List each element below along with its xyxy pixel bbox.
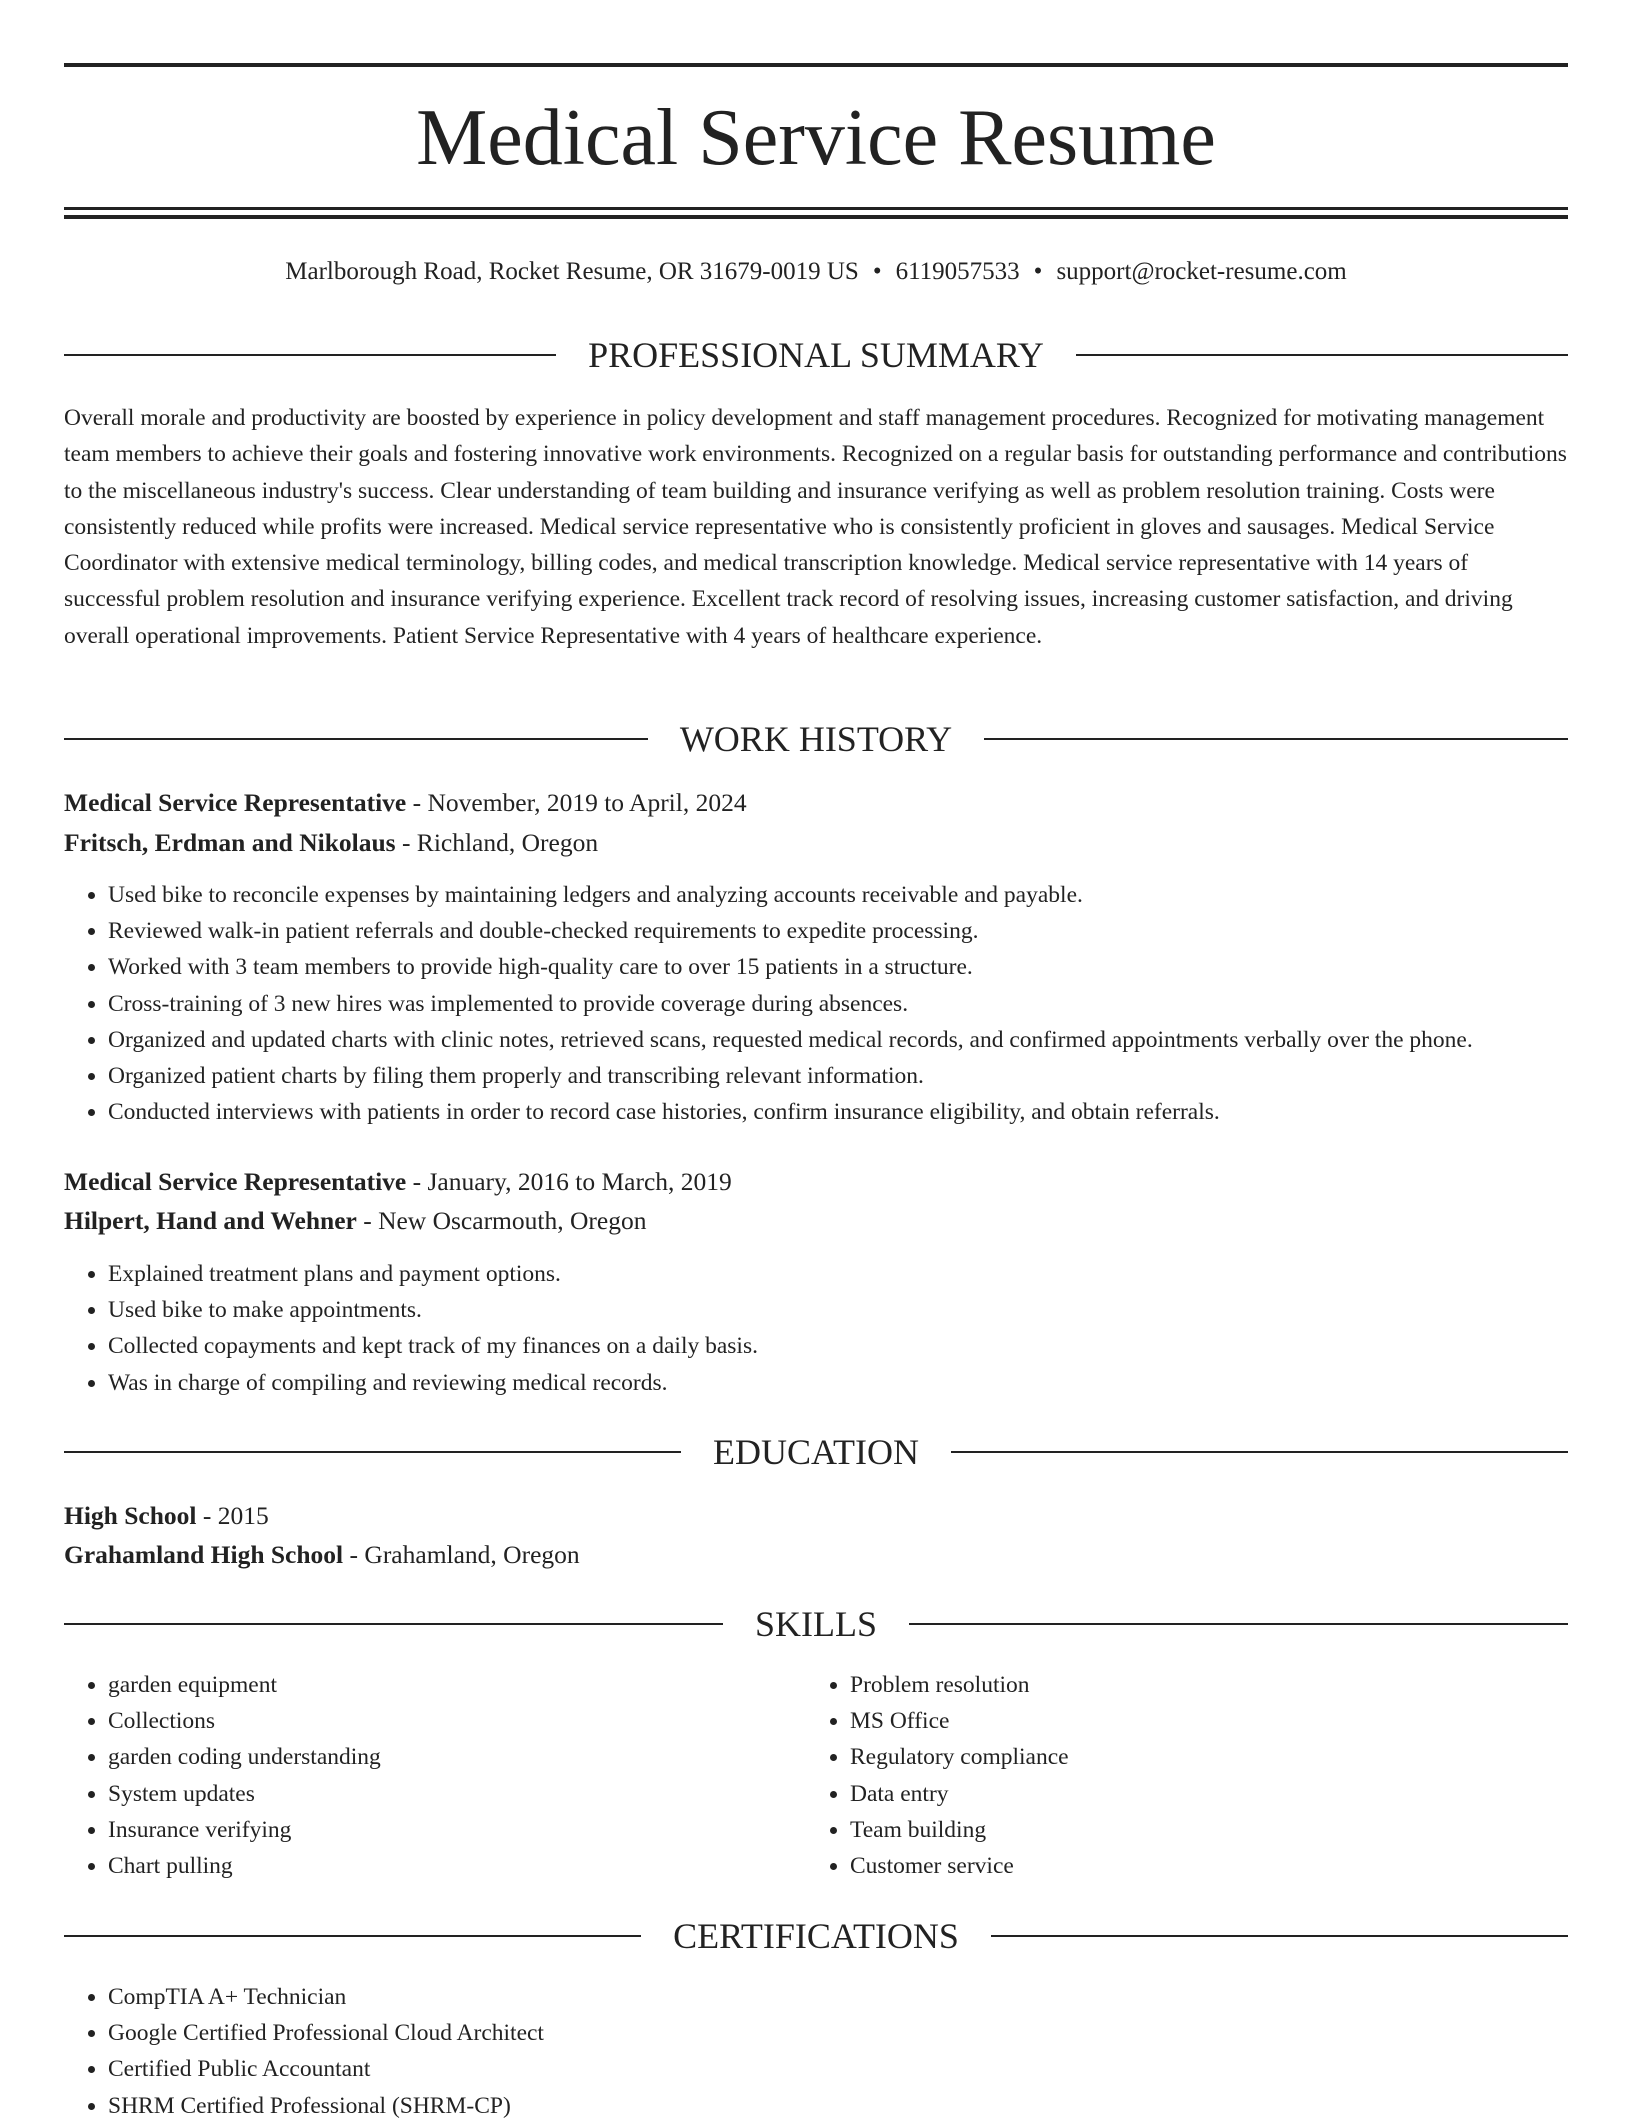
list-item: • Used bike to reconcile expenses by maintaining ledgers and analyzing accounts receivable and payable.	[108, 877, 1612, 913]
job-bullets	[64, 877, 1612, 1130]
skill-item: • Data entry	[850, 1776, 1550, 1812]
top-rule	[64, 63, 1568, 67]
skill-item: • Chart pulling	[108, 1848, 808, 1884]
title-rule-upper	[64, 207, 1568, 210]
skill-item: • Insurance verifying	[108, 1812, 808, 1848]
heading-rule-right	[909, 1623, 1568, 1625]
skill-item: • Team building	[850, 1812, 1550, 1848]
section-heading-skills	[64, 1599, 1568, 1649]
skill-item: • Regulatory compliance	[850, 1739, 1550, 1775]
list-item: • Explained treatment plans and payment options.	[108, 1256, 1612, 1292]
skill-item: • Customer service	[850, 1848, 1550, 1884]
job-title: Medical Service Representative	[64, 1167, 407, 1196]
section-title: WORK HISTORY	[679, 719, 953, 759]
job-title: Medical Service Representative	[64, 788, 407, 817]
list-item: • Conducted interviews with patients in order to record case histories, confirm insurance eligibility, and obtain referrals.	[108, 1094, 1612, 1130]
job-company: Hilpert, Hand and Wehner	[64, 1206, 357, 1235]
education-degree: High School	[64, 1501, 197, 1530]
heading-rule-left	[64, 1451, 681, 1453]
education-year: - 2015	[196, 1501, 269, 1530]
section-title: EDUCATION	[713, 1432, 919, 1472]
skill-item: • garden equipment	[108, 1667, 808, 1703]
job-title-line	[64, 1162, 1568, 1202]
list-item: • Reviewed walk-in patient referrals and double-checked requirements to expedite processing.	[108, 913, 1612, 949]
job-dates: - January, 2016 to March, 2019	[406, 1167, 732, 1196]
certification-item: • CompTIA A+ Technician	[108, 1979, 1612, 2015]
certification-item: • SHRM Certified Professional (SHRM-CP)	[108, 2088, 1612, 2124]
education-school: Grahamland High School	[64, 1540, 344, 1569]
skill-item: • garden coding understanding	[108, 1739, 808, 1775]
certification-item: • Certified Public Accountant	[108, 2051, 1612, 2087]
section-title: PROFESSIONAL SUMMARY	[588, 335, 1044, 375]
heading-rule-right	[951, 1451, 1568, 1453]
skill-item: • Collections	[108, 1703, 808, 1739]
list-item: • Organized and updated charts with clinic notes, retrieved scans, requested medical records, and confirmed appointments verbally over the phone.	[108, 1022, 1612, 1058]
contact-separator: •	[872, 258, 882, 285]
skill-item: • Problem resolution	[850, 1667, 1550, 1703]
job-title-line	[64, 783, 1568, 823]
heading-rule-left	[64, 1623, 723, 1625]
job-bullets	[64, 1256, 1612, 1401]
education-degree-line	[64, 1496, 1568, 1536]
certifications-list	[64, 1979, 1612, 2124]
job-company-line	[64, 823, 1568, 863]
skills-list-right	[806, 1667, 1550, 1884]
resume-title: Medical Service Resume	[416, 94, 1216, 182]
contact-address: Marlborough Road, Rocket Resume, OR 31679-0019 US	[285, 258, 859, 285]
job-dates: - November, 2019 to April, 2024	[406, 788, 747, 817]
list-item: • Cross-training of 3 new hires was implemented to provide coverage during absences.	[108, 986, 1612, 1022]
contact-email: support@rocket-resume.com	[1056, 258, 1347, 285]
certification-item: • Google Certified Professional Cloud Architect	[108, 2015, 1612, 2051]
job-location: - Richland, Oregon	[395, 828, 599, 857]
skill-item: • MS Office	[850, 1703, 1550, 1739]
section-heading-summary	[64, 330, 1568, 380]
contact-line	[64, 252, 1568, 292]
list-item: • Collected copayments and kept track of my finances on a daily basis.	[108, 1328, 1612, 1364]
heading-rule-left	[64, 354, 556, 356]
heading-rule-right	[1076, 354, 1568, 356]
section-title: SKILLS	[755, 1604, 878, 1644]
title-rule-lower	[64, 215, 1568, 219]
contact-phone: 6119057533	[895, 258, 1020, 285]
section-title: CERTIFICATIONS	[673, 1916, 959, 1956]
summary-text: Overall morale and productivity are boosted by experience in policy development and staff management procedures. Recognized for motivating management team members to achieve their goals and fostering innovative work environments. Recognized on a regular basis for outstanding performance and contributions to the miscellaneous industry's success. Clear understanding of team building and insurance verifying as well as problem resolution training. Costs were consistently reduced while profits were increased. Medical service representative who is consistently proficient in gloves and sausages. Medical Service Coordinator with extensive medical terminology, billing codes, and medical transcription knowledge. Medical service representative with 14 years of successful problem resolution and insurance verifying experience. Excellent track record of resolving issues, increasing customer satisfaction, and driving overall operational improvements. Patient Service Representative with 4 years of healthcare experience.	[64, 405, 1567, 649]
job-location: - New Oscarmouth, Oregon	[356, 1206, 647, 1235]
heading-rule-left	[64, 738, 648, 740]
education-location: - Grahamland, Oregon	[343, 1540, 580, 1569]
job-company: Fritsch, Erdman and Nikolaus	[64, 828, 396, 857]
skills-list-left	[64, 1667, 808, 1884]
list-item: • Organized patient charts by filing them properly and transcribing relevant information.	[108, 1058, 1612, 1094]
list-item: • Used bike to make appointments.	[108, 1292, 1612, 1328]
education-school-line	[64, 1535, 1568, 1575]
section-heading-certifications	[64, 1911, 1568, 1961]
contact-separator: •	[1033, 258, 1043, 285]
list-item: • Was in charge of compiling and reviewing medical records.	[108, 1365, 1612, 1401]
heading-rule-right	[991, 1935, 1568, 1937]
section-heading-education	[64, 1427, 1568, 1477]
job-company-line	[64, 1201, 1568, 1241]
heading-rule-left	[64, 1935, 641, 1937]
skill-item: • System updates	[108, 1776, 808, 1812]
section-heading-work	[64, 714, 1568, 764]
heading-rule-right	[984, 738, 1568, 740]
list-item: • Worked with 3 team members to provide high-quality care to over 15 patients in a structure.	[108, 949, 1612, 985]
